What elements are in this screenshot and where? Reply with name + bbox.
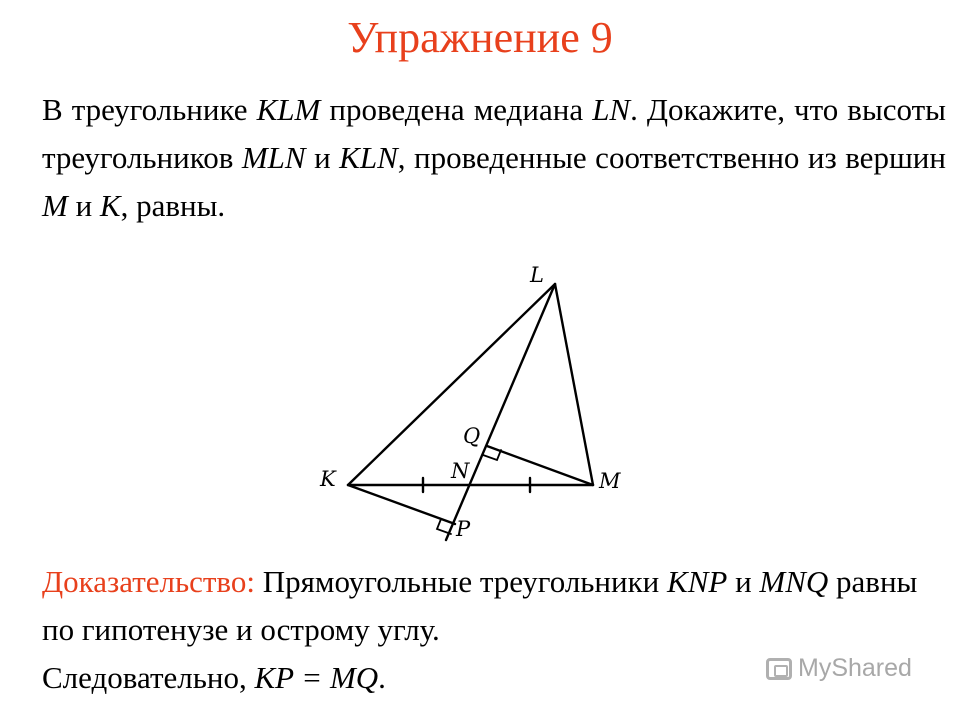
problem-text: проведена медиана [320, 92, 593, 127]
proof-line: и [727, 564, 760, 599]
problem-statement [42, 86, 946, 230]
triangle-klm: KLM [256, 92, 321, 127]
height-kp [348, 485, 455, 524]
presentation-icon [766, 658, 792, 680]
triangle-mnq: MNQ [759, 564, 829, 599]
slide-title: Упражнение 9 [347, 13, 613, 62]
median-ln: LN [592, 92, 631, 127]
proof-line: Следовательно, [42, 660, 255, 695]
right-angle-q [483, 450, 501, 460]
problem-text: , проведенные соответственно из вершин [397, 140, 946, 175]
height-mq [487, 446, 593, 485]
triangle-mln: MLN [241, 140, 306, 175]
label-q: Q [463, 424, 481, 448]
watermark [766, 654, 912, 683]
vertex-m: M [42, 188, 68, 223]
problem-text: и [67, 188, 100, 223]
problem-text: . Докажите, что высоты треугольников [42, 92, 946, 175]
conclusion-equation: KP = MQ [254, 660, 379, 695]
proof-line: равны по гипотенузе и острому углу. [42, 564, 918, 647]
problem-text: , равны. [120, 188, 226, 223]
triangle-figure [300, 250, 660, 550]
vertex-k: K [99, 188, 121, 223]
label-l: L [530, 263, 544, 287]
label-k: K [320, 467, 336, 491]
triangle-knp: KNP [667, 564, 728, 599]
side-kl [348, 284, 555, 485]
proof-heading: Доказательство: [42, 564, 255, 599]
triangle-kln: KLN [339, 140, 398, 175]
label-m: M [599, 469, 621, 493]
label-p: P [456, 517, 471, 541]
median-line [446, 284, 555, 540]
proof-line: Прямоугольные треугольники [254, 564, 668, 599]
watermark-text: MyShared [798, 654, 912, 682]
problem-text: и [305, 140, 340, 175]
label-n: N [451, 459, 470, 483]
proof-line: . [378, 660, 386, 695]
side-lm [555, 284, 593, 485]
problem-text: В треугольнике [42, 92, 257, 127]
